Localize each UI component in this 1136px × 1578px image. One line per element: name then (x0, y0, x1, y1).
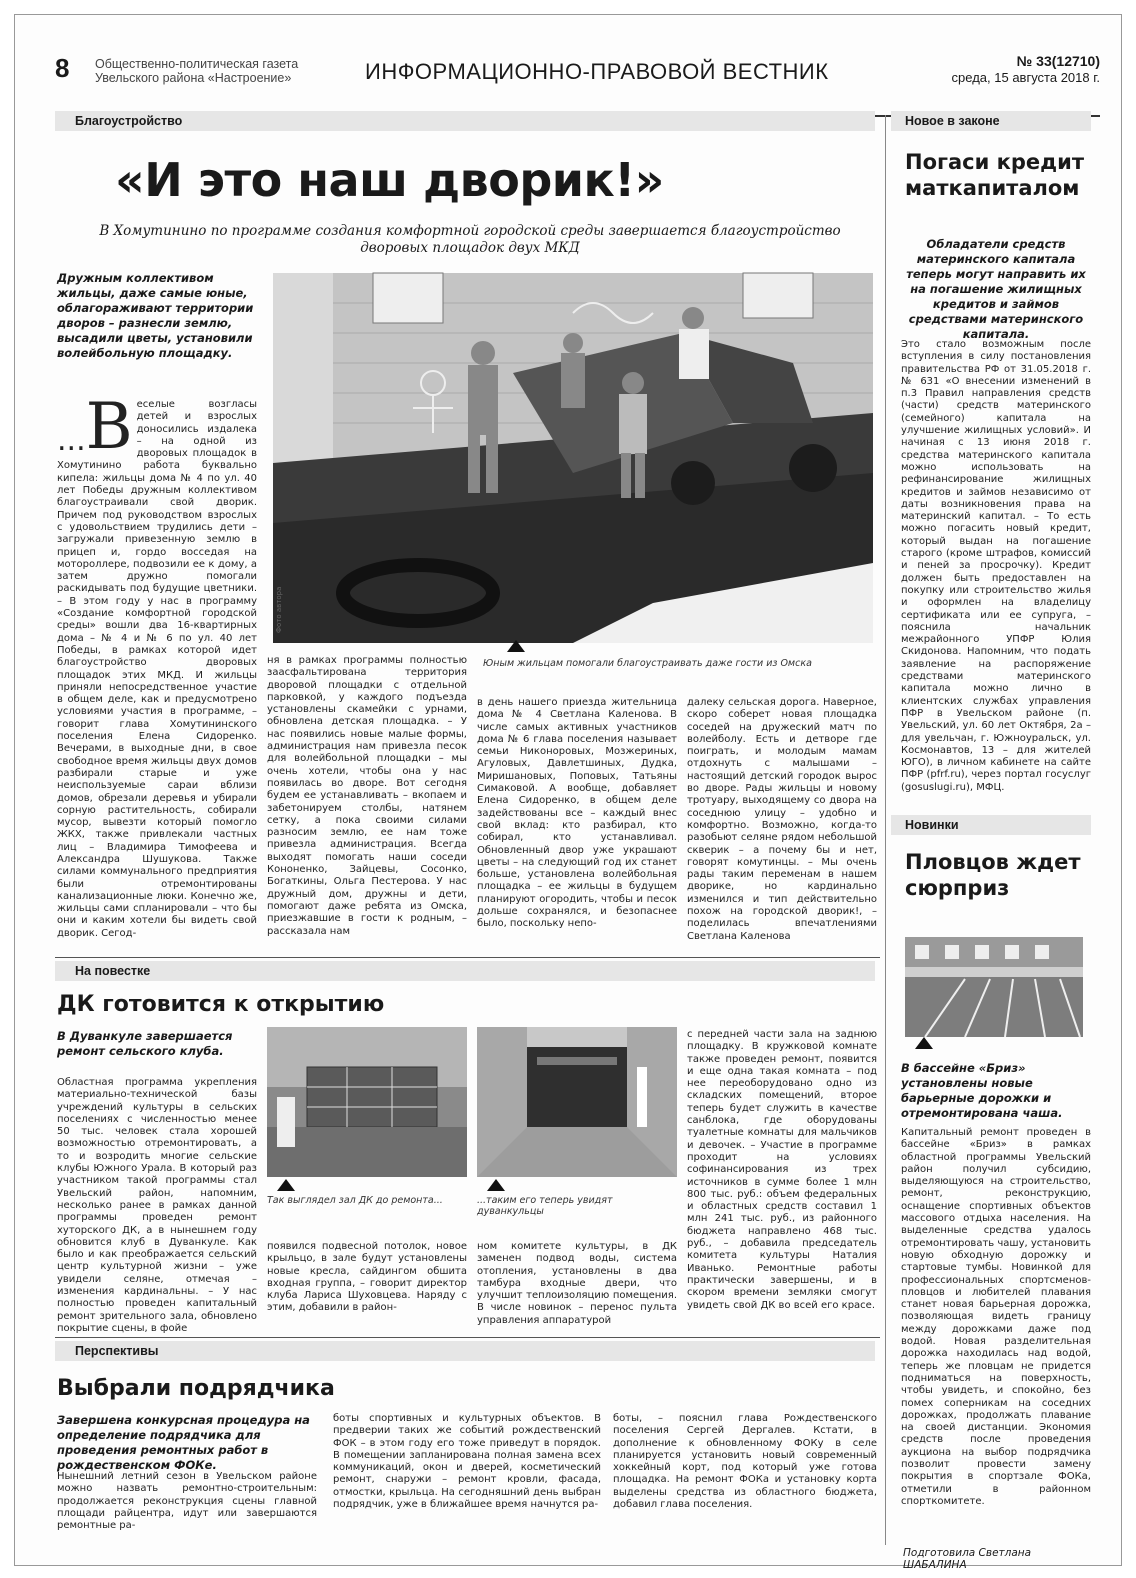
rubric-pool: Новинки (891, 815, 1091, 835)
article-column-1: ... В еселые возгласы детей и взрослых доносились издалека – на одной из дворовых площадок в Хомутинино работа буквально кипела: жильцы дома № 4 по ул. 40 лет Победы дружным коллективом благоустраивали свой дворик. Причем под руководством взрослых с удовольствием трудились дети – загружали привезенную землю в прицеп и, гордо восседая на мотороллере, подвозили ее к дому, а затем дружно помогали раскидывать под будущие цветники. – В этом году у нас в программу «Создание комфортной городской среды» вошли два 16-квартирных дома – № 4 и № 6 по ул. 40 лет Победы, в рамках которой идет благоустройство дворовых площадок этих МКД. И жильцы приняли непосредственное участие в общем деле, как и предусмотрено условиями участия в программе, – говорит глава Хомутининского поселения Елена Сидоренко. Вечерами, в выходные дни, в свое свободное время жильцы двух домов разбирали старые и уже неиспользуемые сараи вблизи домов, обрезали деревья и убирали сорную растительность, собирали мусор, вывезти который помогло ЖКХ, также привлекали частных лиц – Владимира Тимофеева и Александра Шушукова. Также силами коммунального предприятия были отремонтированы канализационные люки. Конечно же, жильцы сами спланировали – что бы они и каким хотели бы видеть свой дворик. Сегод- (57, 390, 257, 939)
photo-credit: Фото автора (275, 586, 283, 633)
law-body: Это стало возможным после вступления в силу постановления правительства РФ от 31.05.2018 г. № 631 «О внесении изменений в п.3 Правил направления средств (части) средств материнского (семейного) капитала на улучшение жилищных условий». И начиная с 13 июня 2018 г. средства материнского капитала можно использовать на рефинансирование жилищных кредитов и займов независимо от даты возникновения права на материнский капитал. – То есть можно погасить новый кредит, который выдан на погашение старого (кроме штрафов, комиссий и пеней за просрочку). Кредит должен быть предоставлен на покупку или строительство жилья и оформлен на владелицу сертификата или ее супруга, – пояснила начальник межрайонного УПФР Юлия Скидонова. Напомним, что подать заявление на распоряжение средствами материнского капитала можно лично в клиентских службах управления ПФР в Увельском районе (п. Увельский, ул. 60 лет Октября, 2а – для увельчан, г. Южноуральск, ул. Космонавтов, 13 – для жителей ЮГО), в личном кабинете на сайте ПФР (pfrf.ru), через портал госуслуг (gosuslugi.ru), МФЦ. (901, 339, 1091, 793)
caption-marker-icon (915, 1037, 933, 1049)
article-column-4: далеку сельская дорога. Наверное, скоро соберет новая площадка соседей на дружеский матч по волейболу. Есть и детворе где поиграть, и молодым мамам отдохнуть с малышами – настоящий детский городок вырос во дворе. Рады жильцы и новому тротуару, выходящему со двора на соседнюю улицу – удобно и комфортно. Возможно, когда-то разобьют селяне рядом небольшой скверик – а почему бы и нет, говорят комутинцы. – Мы очень рады таким переменам в нашем дворике, но кардинально изменился и тип действительно похож на городской дворик!, – поделилась впечатлениями Светлана Каленова (687, 697, 877, 942)
dk-title: ДК готовится к открытию (57, 992, 385, 1017)
pool-illustration (905, 937, 1083, 1037)
dk-column-4: с передней части зала на заднюю площадку. В кружковой комнате также проведен ремонт, появится и еще одна такая комната – под нее переоборудовано одно из складских помещений, второе теперь будет служить в качестве санблока, где оборудованы туалетные комнаты для мальчиков и девочек. – Участие в программе проходит на условиях софинансирования из трех источников в сумме более 1 млн 800 тыс. руб.: объем федеральных и областных средств составил 1 млн 241 тыс. руб., из районного бюджета направлено 468 тыс. руб., – добавила председатель комитета культуры Наталия Иванько. Ремонтные работы практически завершены, и в скором времени земляки смогут увидеть свой ДК во всей его красе. (687, 1029, 877, 1311)
dk-photo-after (477, 1027, 677, 1177)
dk-column-1: Областная программа укрепления материально-технической базы учреждений культуры в сельских поселениях с численностью менее 50 тыс. человек стала хорошей возможностью отремонтировать, а то и возродить многие сельские клубы Южного Урала. В который раз участником такой программы стал Увельский район, напомним, несколько ранее в рамках данной программы проведен ремонт хуторского ДК, а в нынешнем году обновится клуб в Дуванкуле. Как было и как преображается сельский центр культурной жизни – уже увидели селяне, отмечая – изменения кардинальны. – У нас полностью проведен капитальный ремонт зрительного зала, обновлено покрытие сцены, в фойе (57, 1077, 257, 1334)
contractor-column-2: боты спортивных и культурных объектов. В предверии таких же событий рождественский ФОК – в этом году его тоже приведут в порядок. В помещении запланирована полная замена всех коммуникаций, окон и дверей, косметический ремонт, снаружи – ремонт кровли, фасада, отмостки, крыльца. На сегодняшний день выбран подрядчик, уже в ближайшее время начнутся ра- (333, 1413, 601, 1511)
law-lead: Обладатели средств материнского капитала теперь могут направить их на погашение жилищных кредитов и займов средствами материнского капитала. (906, 237, 1086, 341)
article-column-2: ня в рамках программы полностью заасфальтирована территория дворовой площадки с отдельной парковкой, у каждого подъезда установлены скамейки с урнами, обновлена детская площадка. – У нас появились новые малые формы, администрация нам привезла песок для волейбольной площадки – мы очень хотели, чтобы она у нас появилась во дворе. Вот сегодня будем ее устанавливать – вкопаем и забетонируем столбы, натянем сетку, а пока своими силами разносим землю, ее нам тоже привезла администрация. Всегда выходят помогать наши соседи Кононенко, Зайцевы, Сосонко, Богаткины, Ольга Пестерова. У нас дружный дом, дружны и дети, помогают даже ребята из Омска, приезжавшие в гости к родным, – рассказала нам (267, 655, 467, 937)
main-photo-caption: Юным жильцам помогали благоустраивать даже гости из Омска (483, 658, 812, 669)
contractor-lead: Завершена конкурсная процедура на определение подрядчика для проведения ремонтных работ в рождественском ФОКе. (57, 1413, 310, 1472)
rubric-contractor: Перспективы (55, 1341, 875, 1361)
rubric-main: Благоустройство (55, 111, 875, 131)
dk-column-2: появился подвесной потолок, новое крыльцо, в зале будут установлены новые кресла, сайдингом обшита входная группа, – говорит директор клуба Лариса Шуховцева. Наряду с этим, добавили в район- (267, 1241, 467, 1314)
sidebar-divider (885, 115, 886, 1545)
caption-marker-icon (277, 1179, 295, 1191)
hall-after-illustration (477, 1027, 677, 1177)
main-photo (273, 273, 873, 643)
page-number: 8 (55, 53, 70, 83)
contractor-title: Выбрали подрядчика (57, 1376, 335, 1401)
hall-before-illustration (267, 1027, 467, 1177)
law-title: Погаси кредит маткапиталом (905, 150, 1084, 200)
dk-lead: В Дуванкуле завершается ремонт сельского клуба. (57, 1029, 233, 1058)
yard-photo-illustration (273, 273, 873, 643)
caption-marker-icon (487, 1179, 505, 1191)
section-rule-contractor (55, 1337, 880, 1338)
publisher-name: Общественно-политическая газета Увельского района «Настроение» (95, 57, 299, 85)
pool-lead: В бассейне «Бриз» установлены новые барьерные дорожки и отремонтирована чаша. (901, 1061, 1063, 1120)
rubric-dk: На повестке (55, 961, 875, 981)
newspaper-page (14, 14, 1122, 1571)
dropcap-letter: В (85, 390, 133, 464)
pool-title: Пловцов ждет сюрприз (905, 850, 1081, 900)
issue-info: № 33(12710) среда, 15 августа 2018 г. (951, 53, 1100, 85)
section-rule-dk (55, 957, 880, 958)
contractor-column-3: боты, – пояснил глава Рождественского поселения Сергей Дергалев. Кстати, в дополнение к обновленному ФОКу в селе планируется установить новый современный хоккейный корт, под который уже готова площадка. На ремонт ФОКа и установку корта выделены средства из областного бюджета, добавил глава поселения. (613, 1413, 877, 1511)
section-title: ИНФОРМАЦИОННО-ПРАВОВОЙ ВЕСТНИК (365, 59, 829, 84)
dk-photo-before (267, 1027, 467, 1177)
dk-caption-after: ...таким его теперь увидят дуванкульцы (477, 1195, 613, 1217)
pool-photo (905, 937, 1083, 1037)
article-lead: Дружным коллективом жильцы, даже самые юные, облагораживают территории дворов – разнесли землю, высадили цветы, установили волейбольную площадку. (57, 271, 254, 360)
article-subtitle: В Хомутинино по программе создания комфортной городской среды завершается благоустройство дворовых площадок двух МКД (99, 223, 841, 256)
caption-marker-icon (507, 640, 525, 652)
dropcap-dots: ... (57, 423, 86, 458)
rubric-law: Новое в законе (891, 111, 1091, 131)
page-header (55, 53, 1100, 113)
author-signature: Подготовила Светлана ШАБАЛИНА (903, 1547, 1032, 1571)
article-title: «И это наш дворик!» (115, 153, 664, 207)
pool-body: Капитальный ремонт проведен в бассейне «Бриз» в рамках областной программы Увельский район получил субсидию, выделяющуюся на строительство, ремонт, реконструкцию, оснащение спортивных объектов массового отдыха населения. На выделенные средства удалось отремонтировать чашу, установить новую обходную дорожку и стартовые тумбы. Новинкой для профессиональных спортсменов-пловцов и любителей плавания станет новая барьерная дорожка, позволяющая видеть границу между дорожками даже под водой. Новая разделительная дорожка находилась над водой, теперь же пловцам не придется подниматься на поверхность, чтобы увидеть, и спокойно, без помех соперникам на соседних дорожках, продолжать плавание на своей дистанции. Экономия средств после проведения аукциона на выбор подрядчика позволит провести замену покрытия в спортзале ФОКа, отметили в районном спорткомитете. (901, 1127, 1091, 1507)
contractor-column-1: Нынешний летний сезон в Увельском районе можно назвать ремонтно-строительным: продолжается реконструкция сцены главной площади райцентра, идут или завершаются ремонтные ра- (57, 1471, 317, 1532)
article-column-3: в день нашего приезда жительница дома № 4 Светлана Каленова. В числе самых активных участников дома № 6 глава поселения называет семьи Никоноровых, Мозжериных, Агуловых, Давлетшиных, Дудка, Миришановых, Поповых, Татьяны Симаковой. А вообще, добавляет Елена Сидоренко, в общем деле задействованы все – каждый внес свой вклад: кто разбирал, кто собирал, кто устанавливал. Обновленный двор уже украшают цветы – на следующий год их станет больше, установлена волейбольная площадка – ее жильцы в будущем планируют огородить, чтобы и песок дольше сохранялся, и безопаснее было, поскольку непо- (477, 697, 677, 930)
dk-caption-before: Так выглядел зал ДК до ремонта... (267, 1195, 443, 1206)
dk-column-3: ном комитете культуры, в ДК заменен подвод воды, система отопления, установлены в два тамбура входные двери, что улучшит теплоизоляцию помещения. В числе новинок – перенос пульта управления аппаратурой (477, 1241, 677, 1326)
